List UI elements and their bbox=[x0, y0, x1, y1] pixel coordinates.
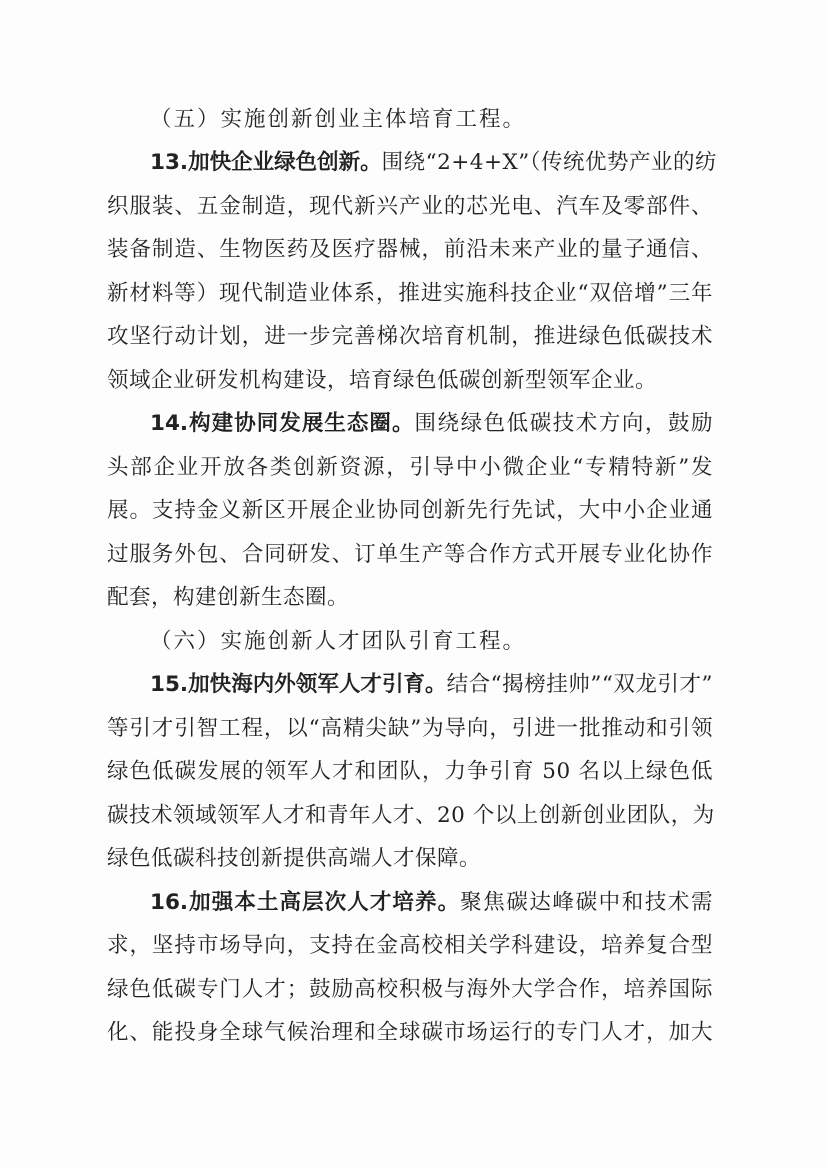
section-heading-6: （六）实施创新人才团队引育工程。 bbox=[150, 629, 527, 654]
item-14-title: 14.构建协同发展生态圈。 bbox=[150, 411, 415, 436]
paragraph-line: 攻坚行动计划，进一步完善梯次培育机制，推进绿色低碳技术 bbox=[107, 324, 713, 349]
paragraph-line: 头部企业开放各类创新资源，引导中小微企业“专精特新”发 bbox=[107, 455, 713, 480]
paragraph-line: 领域企业研发机构建设，培育绿色低碳创新型领军企业。 bbox=[107, 368, 658, 393]
paragraph-line: 碳技术领域领军人才和青年人才、20 个以上创新创业团队，为 bbox=[107, 803, 715, 828]
section-heading-5: （五）实施创新创业主体培育工程。 bbox=[150, 107, 527, 132]
paragraph-13-first-line: 13.加快企业绿色创新。围绕“2+4+X”（传统优势产业的纺 bbox=[150, 150, 718, 175]
paragraph-line: 织服装、五金制造，现代新兴产业的芯光电、汽车及零部件、 bbox=[107, 194, 713, 219]
item-15-title: 15.加快海内外领军人才引育。 bbox=[150, 672, 447, 697]
paragraph-line: 绿色低碳专门人才；鼓励高校积极与海外大学合作，培养国际 bbox=[107, 977, 713, 1002]
paragraph-line: 过服务外包、合同研发、订单生产等合作方式开展专业化协作 bbox=[107, 542, 713, 567]
paragraph-line: 新材料等）现代制造业体系，推进实施科技企业“双倍增”三年 bbox=[107, 281, 713, 306]
paragraph-15-first-line: 15.加快海内外领军人才引育。结合“揭榜挂帅”“双龙引才” bbox=[150, 672, 713, 697]
item-16-title: 16.加强本土高层次人才培养。 bbox=[150, 890, 461, 915]
item-13-title: 13.加快企业绿色创新。 bbox=[150, 150, 382, 175]
paragraph-line: 等引才引智工程，以“高精尖缺”为导向，引进一批推动和引领 bbox=[107, 716, 713, 741]
paragraph-line: 化、能投身全球气候治理和全球碳市场运行的专门人才，加大 bbox=[107, 1020, 713, 1045]
paragraph-line: 展。支持金义新区开展企业协同创新先行先试，大中小企业通 bbox=[107, 498, 713, 523]
paragraph-line: 装备制造、生物医药及医疗器械，前沿未来产业的量子通信、 bbox=[107, 237, 713, 262]
paragraph-16-first-line: 16.加强本土高层次人才培养。聚焦碳达峰碳中和技术需 bbox=[150, 890, 713, 915]
paragraph-line: 绿色低碳发展的领军人才和团队，力争引育 50 名以上绿色低 bbox=[107, 759, 713, 784]
paragraph-line: 求，坚持市场导向，支持在金高校相关学科建设，培养复合型 bbox=[107, 933, 713, 958]
paragraph-line: 绿色低碳科技创新提供高端人才保障。 bbox=[107, 846, 482, 871]
paragraph-line: 配套，构建创新生态圈。 bbox=[107, 585, 350, 610]
paragraph-14-first-line: 14.构建协同发展生态圈。围绕绿色低碳技术方向，鼓励 bbox=[150, 411, 713, 436]
